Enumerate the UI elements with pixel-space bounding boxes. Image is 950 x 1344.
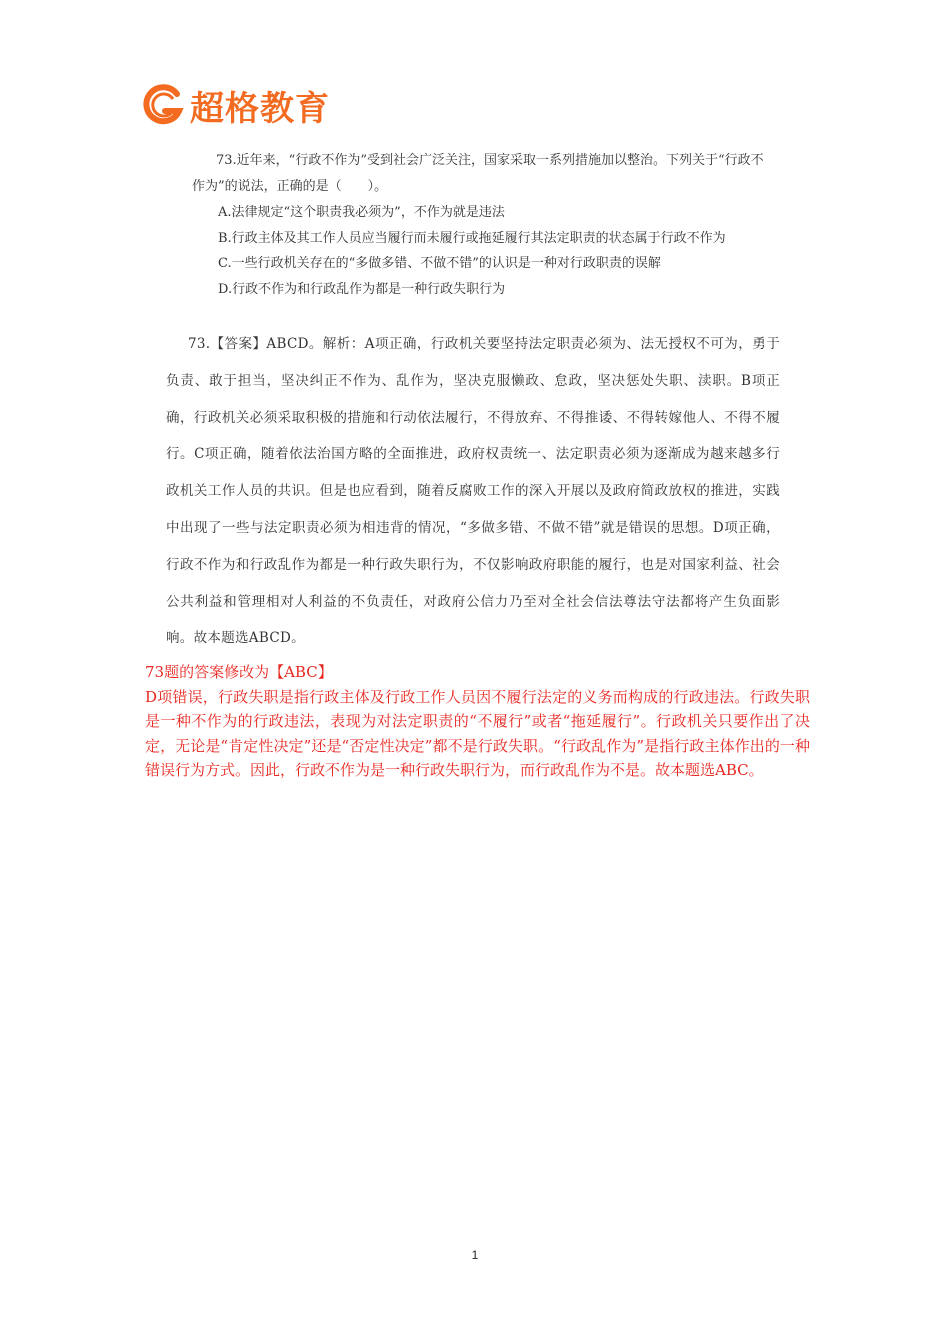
- option-b: B.行政主体及其工作人员应当履行而未履行或拖延履行其法定职责的状态属于行政不作为: [218, 230, 726, 246]
- correction-explanation: D项错误，行政失职是指行政主体及行政工作人员因不履行法定的义务而构成的行政违法。行政失职是一种不作为的行政违法，表现为对法定职责的“不履行”或者“拖延履行”。行政机关只要作出了决定，无论是“肯定性决定”还是“否定性决定”都不是行政失职。“行政乱作为”是指行政主体作出的一种错误行为方式。因此，行政不作为是一种行政失职行为，而行政乱作为不是。故本题选ABC。: [145, 687, 810, 780]
- question-block: [192, 148, 772, 302]
- brand-logo: [142, 82, 330, 128]
- page-number: 1: [471, 1248, 479, 1262]
- brand-g-icon: [142, 84, 184, 126]
- option-d: D.行政不作为和行政乱作为都是一种行政失职行为: [218, 281, 506, 297]
- answer-block: [166, 326, 780, 657]
- option-c: C.一些行政机关存在的“多做多错、不做不错”的认识是一种对行政职责的误解: [218, 256, 661, 271]
- question-stem: 73.近年来，“行政不作为”受到社会广泛关注，国家采取一系列措施加以整治。下列关于“行政不作为”的说法，正确的是（ ）。: [192, 153, 764, 194]
- brand-name: 超格教育: [190, 88, 330, 129]
- correction-title: 73题的答案修改为【ABC】: [145, 663, 333, 681]
- correction-block: [145, 660, 810, 783]
- answer-explanation: 73.【答案】ABCD。解析：A项正确，行政机关要坚持法定职责必须为、法无授权不可为，勇于负责、敢于担当，坚决纠正不作为、乱作为，坚决克服懒政、怠政，坚决惩处失职、渎职。B项正确，行政机关必须采取积极的措施和行动依法履行，不得放弃、不得推诿、不得转嫁他人、不得不履行。C项正确，随着依法治国方略的全面推进，政府权责统一、法定职责必须为逐渐成为越来越多行政机关工作人员的共识。但是也应看到，随着反腐败工作的深入开展以及政府简政放权的推进，实践中出现了一些与法定职责必须为相违背的情况，“多做多错、不做不错”就是错误的思想。D项正确，行政不作为和行政乱作为都是一种行政失职行为，不仅影响政府职能的履行，也是对国家利益、社会公共利益和管理相对人利益的不负责任，对政府公信力乃至对全社会信法尊法守法都将产生负面影响。故本题选ABCD。: [166, 336, 780, 647]
- option-a: A.法律规定“这个职责我必须为”，不作为就是违法: [218, 205, 505, 220]
